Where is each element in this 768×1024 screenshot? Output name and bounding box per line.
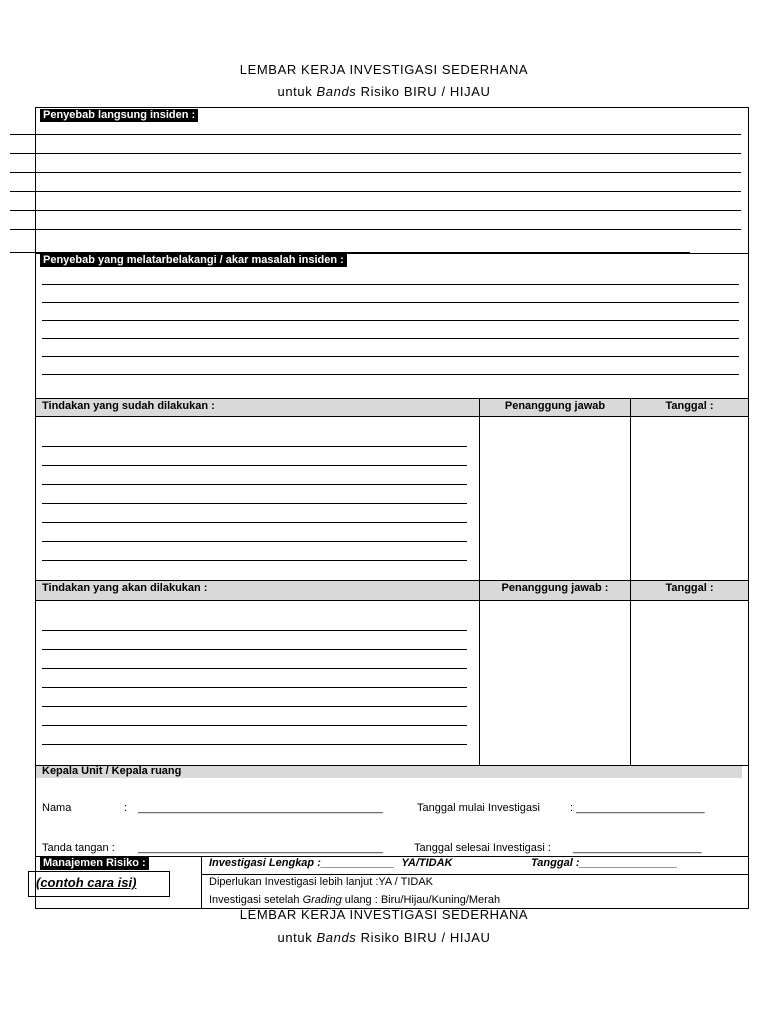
complete-blank: ____________ [320, 857, 395, 869]
divider [630, 580, 631, 766]
risk-mgmt-label: Manajemen Risiko : [40, 857, 149, 870]
regrade-italic: Grading [302, 894, 342, 906]
regrade-investigation[interactable] [209, 894, 500, 906]
name-field[interactable]: ________________________________________ [138, 802, 383, 814]
root-cause-lines[interactable] [42, 284, 739, 392]
name-colon: : [124, 802, 128, 814]
root-cause-header: Penyebab yang melatarbelakangi / akar masalah insiden : [40, 254, 347, 267]
actions-done-header: Tindakan yang sudah dilakukan : [42, 400, 215, 412]
subtitle-italic: Bands [316, 84, 357, 99]
direct-cause-header: Penyebab langsung insiden : [40, 109, 198, 122]
actions-done-lines[interactable] [42, 446, 467, 579]
direct-cause-lines[interactable] [10, 134, 741, 248]
page-title: LEMBAR KERJA INVESTIGASI SEDERHANA [239, 62, 529, 77]
complete-prefix: Investigasi Lengkap : [209, 857, 321, 869]
actions-done-date-header: Tanggal : [665, 400, 714, 412]
risk-date[interactable] [531, 857, 677, 869]
investigation-complete[interactable] [209, 857, 453, 869]
actions-planned-header: Tindakan yang akan dilakukan : [42, 582, 208, 594]
subtitle-prefix: untuk [277, 84, 317, 99]
divider [630, 398, 631, 580]
end-date-label: Tanggal selesai Investigasi : [414, 842, 551, 854]
actions-planned-pj-header: Penanggung jawab : [501, 582, 609, 594]
start-date-field[interactable]: : _____________________ [570, 802, 705, 814]
divider [201, 874, 749, 875]
name-label: Nama [42, 802, 72, 814]
actions-planned-date-header: Tanggal : [665, 582, 714, 594]
divider [201, 856, 202, 908]
footer-subtitle-italic: Bands [316, 930, 357, 945]
actions-planned-lines[interactable] [42, 630, 467, 763]
footer-subtitle-suffix: Risiko BIRU / HIJAU [356, 930, 491, 945]
regrade-prefix: Investigasi setelah [209, 894, 303, 906]
further-investigation[interactable] [209, 876, 433, 888]
signature-field[interactable]: ________________________________________ [138, 842, 383, 854]
footer-title: LEMBAR KERJA INVESTIGASI SEDERHANA [239, 907, 529, 922]
head-unit-header: Kepala Unit / Kepala ruang [42, 765, 182, 777]
footer-subtitle-prefix: untuk [277, 930, 317, 945]
page-subtitle [0, 84, 768, 99]
example-button[interactable]: (contoh cara isi) [28, 871, 170, 897]
actions-done-pj-header: Penanggung jawab [504, 400, 606, 412]
further-label: Diperlukan Investigasi lebih lanjut : [209, 876, 379, 888]
regrade-suffix: ulang : Biru/Hijau/Kuning/Merah [341, 894, 501, 906]
risk-date-label: Tanggal : [531, 857, 580, 869]
further-options: YA / TIDAK [378, 876, 433, 888]
divider [479, 580, 480, 766]
start-date-label: Tanggal mulai Investigasi [417, 802, 540, 814]
signature-label: Tanda tangan : [42, 842, 115, 854]
divider [479, 398, 480, 580]
end-date-field[interactable]: _____________________ [573, 842, 702, 854]
footer-subtitle [0, 930, 768, 945]
risk-date-blank: ________________ [579, 857, 678, 869]
subtitle-suffix: Risiko BIRU / HIJAU [356, 84, 491, 99]
complete-options: YA/TIDAK [401, 857, 453, 869]
